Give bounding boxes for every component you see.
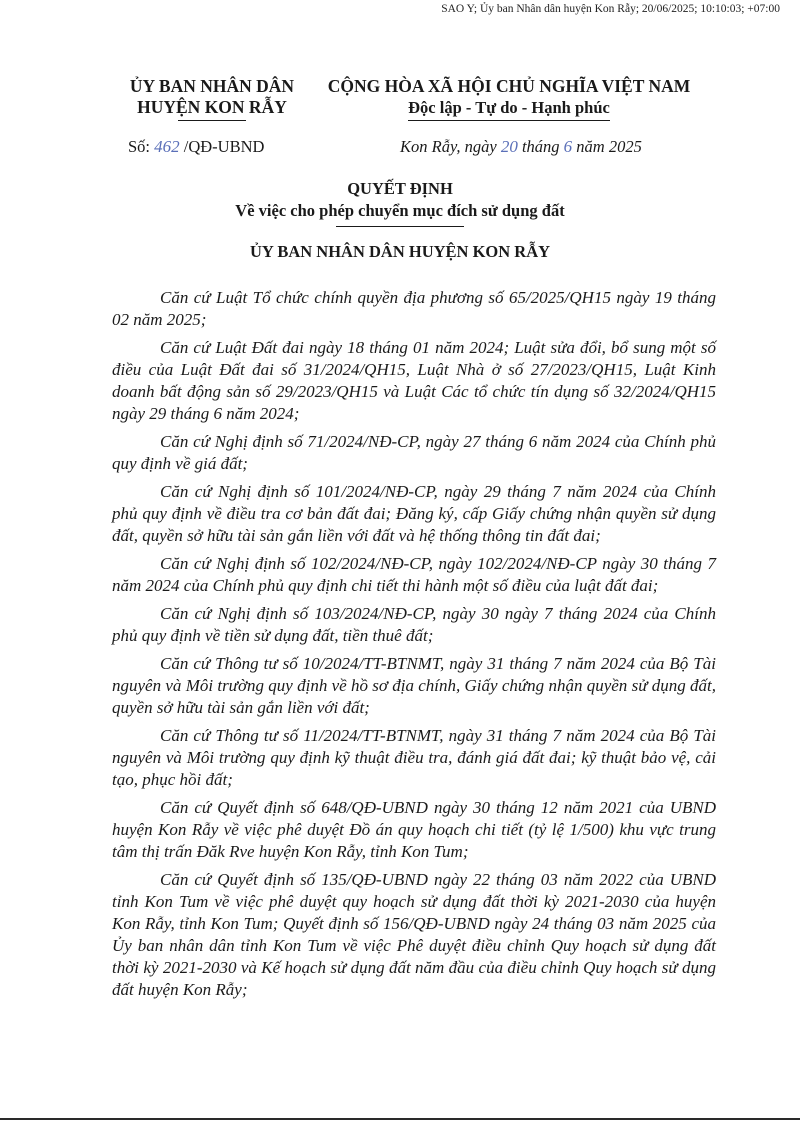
issuing-authority: [112, 76, 312, 121]
legal-basis-paragraph: Căn cứ Thông tư số 10/2024/TT-BTNMT, ngày 31 tháng 7 năm 2024 của Bộ Tài nguyên và Môi trường quy định về hồ sơ địa chính, Giấy chứng nhận quyền sử dụng đất, quyền sở hữu tài sản gắn liền với đất;: [112, 654, 716, 717]
date-month-handwritten: 6: [563, 137, 573, 156]
place-date-suffix: năm 2025: [572, 137, 642, 156]
place-date-prefix: Kon Rẫy, ngày: [400, 137, 501, 156]
document-subtitle: Về việc cho phép chuyển mục đích sử dụng đất: [235, 201, 565, 220]
authority-line-2: HUYỆN KON RẪY: [137, 97, 287, 117]
legal-basis-paragraph: Căn cứ Nghị định số 71/2024/NĐ-CP, ngày 27 tháng 6 năm 2024 của Chính phủ quy định về giá đất;: [112, 432, 716, 473]
digital-signature-stamp: SAO Y; Ủy ban Nhân dân huyện Kon Rẫy; 20/06/2025; 10:10:03; +07:00: [441, 3, 780, 15]
document-number: [128, 137, 264, 157]
title-block: [0, 178, 800, 227]
legal-basis-paragraph: Căn cứ Nghị định số 101/2024/NĐ-CP, ngày 29 tháng 7 năm 2024 của Chính phủ quy định về điều tra cơ bản đất đai; Đăng ký, cấp Giấy chứng nhận quyền sử dụng đất, quyền sở hữu tài sản gắn liền với đất và hệ thống thông tin đất đai;: [112, 482, 716, 545]
scan-bottom-edge: [0, 1118, 800, 1120]
doc-number-handwritten: 462: [154, 137, 180, 156]
date-day-handwritten: 20: [500, 137, 518, 156]
legal-basis-paragraph: Căn cứ Luật Đất đai ngày 18 tháng 01 năm 2024; Luật sửa đổi, bổ sung một số điều của Luật Đất đai số 31/2024/QH15, Luật Nhà ở số 27/2023/QH15, Luật Kinh doanh bất động sản số 29/2023/QH15 và Luật Các tổ chức tín dụng số 32/2024/QH15 ngày 29 tháng 6 năm 2024;: [112, 338, 716, 423]
doc-number-suffix: /QĐ-UBND: [179, 137, 265, 156]
legal-basis-paragraph: Căn cứ Quyết định số 648/QĐ-UBND ngày 30 tháng 12 năm 2021 của UBND huyện Kon Rẫy về việc phê duyệt Đồ án quy hoạch chi tiết (tỷ lệ 1/500) khu vực trung tâm thị trấn Đăk Rve huyện Kon Rẫy, tỉnh Kon Tum;: [112, 798, 716, 861]
document-title: QUYẾT ĐỊNH: [347, 179, 453, 198]
authority-underline: [178, 120, 246, 121]
doc-number-prefix: Số:: [128, 137, 155, 156]
legal-basis-paragraph: Căn cứ Thông tư số 11/2024/TT-BTNMT, ngày 31 tháng 7 năm 2024 của Bộ Tài nguyên và Môi trường quy định kỹ thuật điều tra, đánh giá đất đai; kỹ thuật bảo vệ, cải tạo, phục hồi đất;: [112, 726, 716, 789]
legal-basis-paragraph: Căn cứ Quyết định số 135/QĐ-UBND ngày 22 tháng 03 năm 2022 của UBND tỉnh Kon Tum về việc phê duyệt quy hoạch sử dụng đất thời kỳ 2021-2030 của huyện Kon Rẫy, tỉnh Kon Tum; Quyết định số 156/QĐ-UBND ngày 24 tháng 03 năm 2025 của Ủy ban nhân dân tỉnh Kon Tum về việc Phê duyệt điều chỉnh Quy hoạch sử dụng đất thời kỳ 2021-2030 và Kế hoạch sử dụng đất năm đầu của điều chỉnh Quy hoạch sử dụng đất huyện Kon Rẫy;: [112, 870, 716, 999]
legal-basis-paragraph: Căn cứ Luật Tổ chức chính quyền địa phương số 65/2025/QH15 ngày 19 tháng 02 năm 2025;: [112, 288, 716, 329]
national-motto: Độc lập - Tự do - Hạnh phúc: [408, 97, 610, 121]
legal-basis-paragraph: Căn cứ Nghị định số 103/2024/NĐ-CP, ngày 30 ngày 7 tháng 2024 của Chính phủ quy định về tiền sử dụng đất, tiền thuê đất;: [112, 604, 716, 645]
document-body: [112, 287, 716, 1007]
national-heading: [300, 76, 718, 121]
national-name: CỘNG HÒA XÃ HỘI CHỦ NGHĨA VIỆT NAM: [327, 76, 691, 96]
title-underline: [336, 226, 464, 227]
decision-authority: ỦY BAN NHÂN DÂN HUYỆN KON RẪY: [249, 242, 551, 261]
place-and-date: [400, 137, 642, 157]
authority-line-1: ỦY BAN NHÂN DÂN: [129, 76, 295, 96]
place-date-mid: tháng: [517, 137, 564, 156]
legal-basis-paragraph: Căn cứ Nghị định số 102/2024/NĐ-CP, ngày 102/2024/NĐ-CP ngày 30 tháng 7 năm 2024 của Chính phủ quy định chi tiết thi hành một số điều của luật đất đai;: [112, 554, 716, 595]
